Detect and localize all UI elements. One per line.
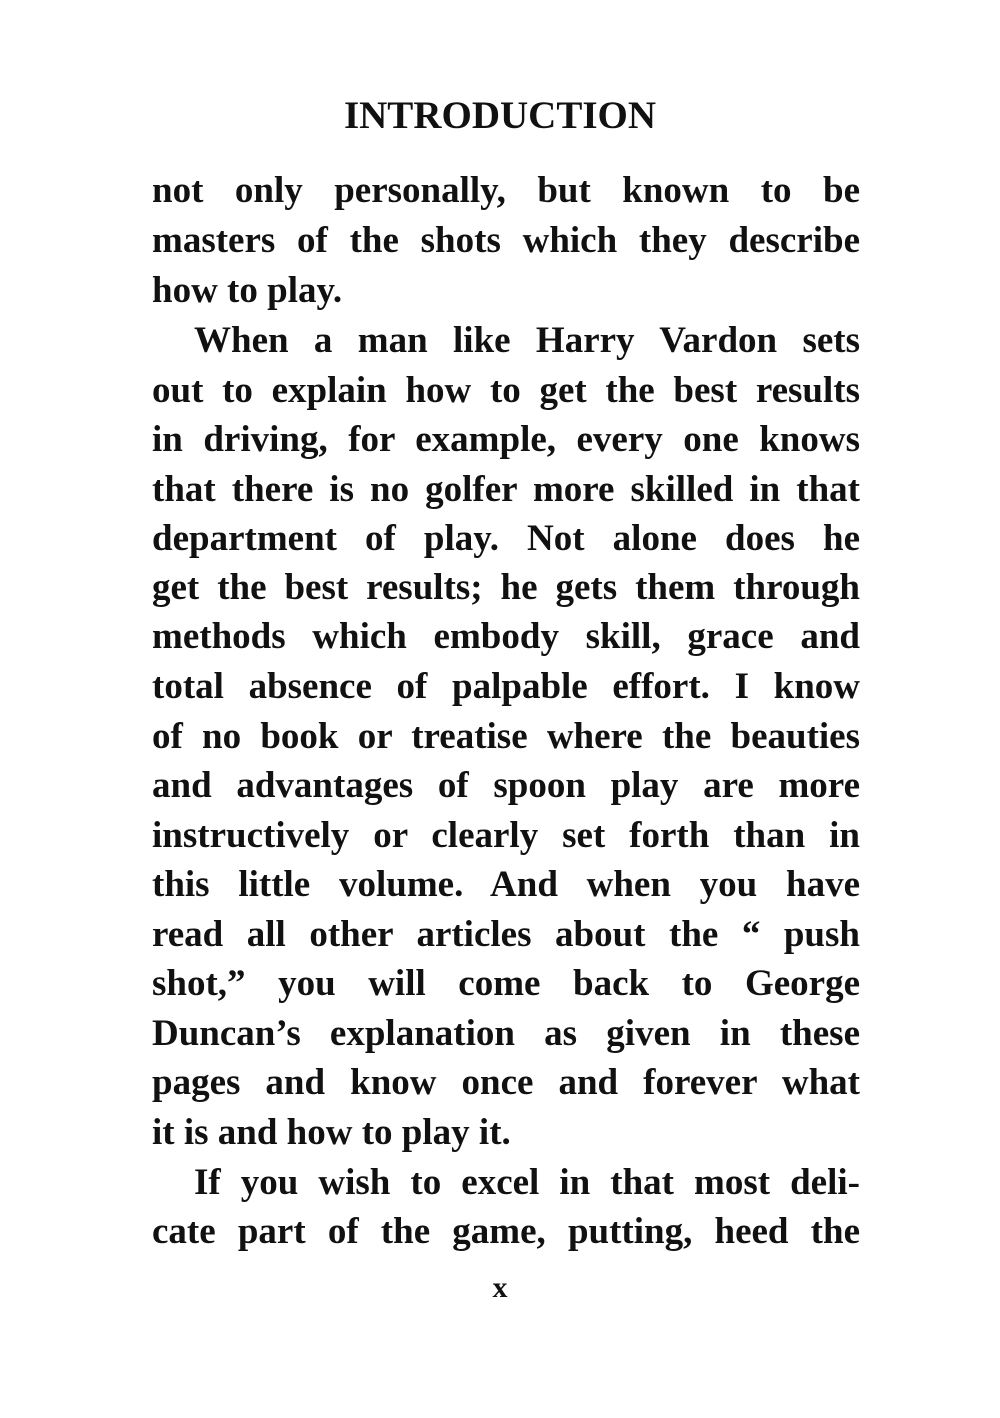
running-head: INTRODUCTION bbox=[343, 94, 657, 137]
text-line: in driving, for example, every one knows bbox=[152, 419, 860, 460]
text-line: When a man like Harry Vardon sets bbox=[194, 320, 860, 361]
text-line: Duncan’s explanation as given in these bbox=[152, 1013, 860, 1054]
text-line: methods which embody skill, grace and bbox=[152, 616, 860, 657]
text-line: out to explain how to get the best results bbox=[152, 370, 860, 411]
text-line: of no book or treatise where the beauties bbox=[152, 716, 860, 757]
text-line: this little volume. And when you have bbox=[152, 864, 860, 905]
text-line: how to play. bbox=[152, 270, 343, 311]
text-line: get the best results; he gets them through bbox=[152, 567, 860, 608]
text-line: department of play. Not alone does he bbox=[152, 518, 860, 559]
text-line: shot,” you will come back to George bbox=[152, 963, 860, 1004]
text-line: it is and how to play it. bbox=[152, 1112, 511, 1153]
text-line: read all other articles about the “ push bbox=[152, 914, 860, 955]
text-line: cate part of the game, putting, heed the bbox=[152, 1211, 860, 1252]
text-line: that there is no golfer more skilled in that bbox=[152, 469, 860, 510]
text-line: pages and know once and forever what bbox=[152, 1062, 860, 1103]
text-line: and advantages of spoon play are more bbox=[152, 765, 860, 806]
text-line: total absence of palpable effort. I know bbox=[152, 666, 860, 707]
text-line: masters of the shots which they describe bbox=[152, 220, 860, 261]
text-line: instructively or clearly set forth than in bbox=[152, 815, 860, 856]
text-line: If you wish to excel in that most deli- bbox=[194, 1162, 860, 1203]
page-number: x bbox=[492, 1271, 508, 1304]
text-line: not only personally, but known to be bbox=[152, 170, 860, 211]
